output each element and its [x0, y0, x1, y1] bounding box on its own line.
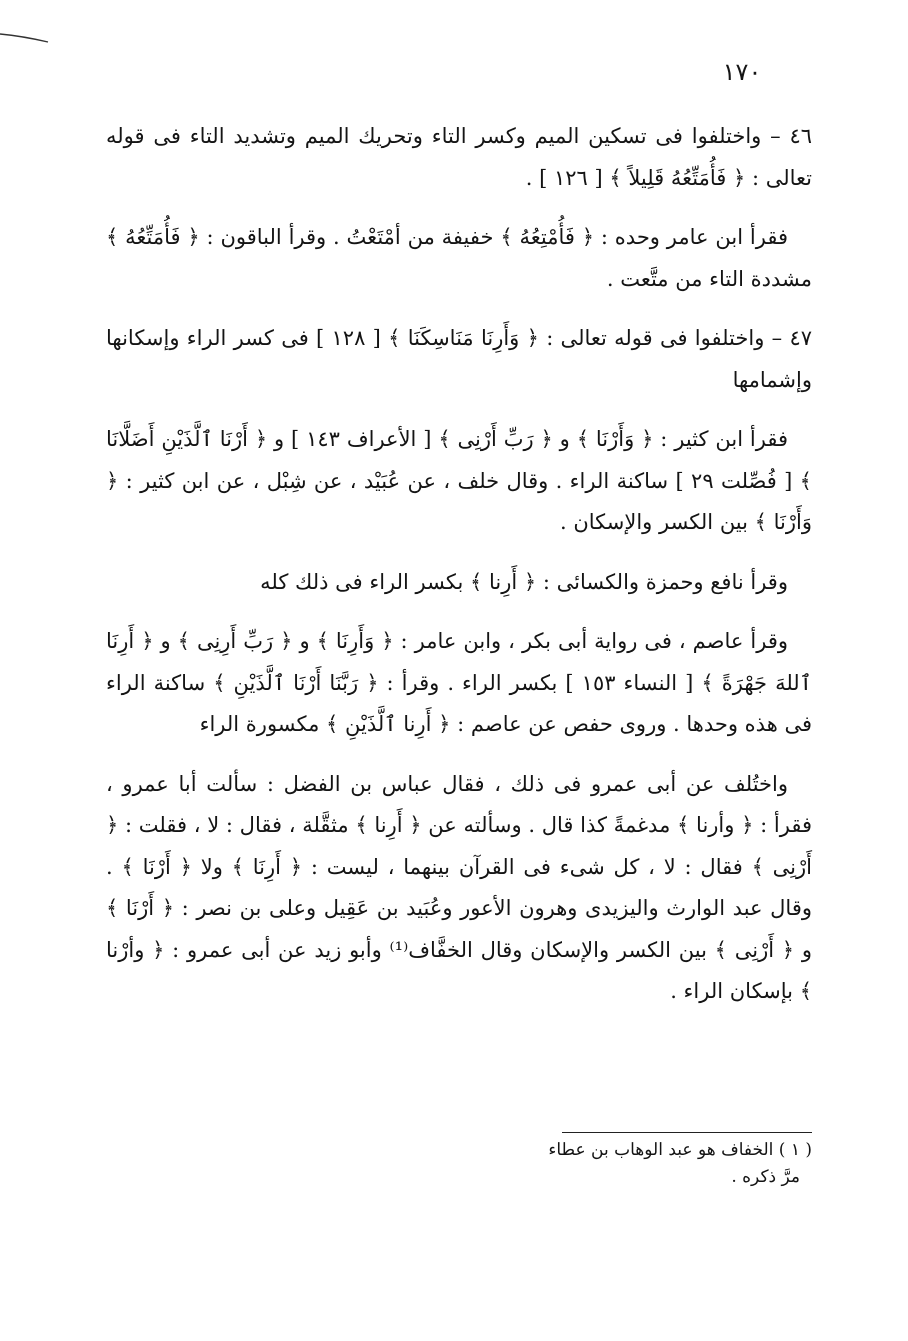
paragraph-ibn-kathir: فقرأ ابن كثير : ﴿ وَأَرْنَا ﴾ و ﴿ رَبِّ أَرْنِى ﴾ [ الأعراف ١٤٣ ] و ﴿ أَرْنَا ٱلَّذَيْنِ أَضَلَّانَا ﴾ [ فُصِّلت ٢٩ ] ساكنة الراء . وقال خلف ، عن عُبَيْد ، عن شِبْل ، عن ابن كثير : ﴿ وَأَرْنَا ﴾ بين الكسر والإسكان . — [106, 427, 812, 534]
paragraph-47-heading: ٤٧ – واختلفوا فى قوله تعالى : ﴿ وَأَرِنَا مَنَاسِكَنَا ﴾ [ ١٢٨ ] فى كسر الراء وإسكانها وإشمامها — [106, 326, 812, 392]
footnote — [540, 1137, 812, 1191]
page-number: ١٧٠ — [722, 58, 762, 86]
paragraph-46-reading: فقرأ ابن عامر وحده : ﴿ فَأُمْتِعُهُ ﴾ خفيفة من أمْتَعْتُ . وقرأ الباقون : ﴿ فَأُمَتِّعُهُ ﴾ مشددة التاء من متَّعت . — [106, 225, 812, 291]
scan-edge-mark — [0, 30, 50, 44]
footnote-line-1: ( ١ ) الخفاف هو عبد الوهاب بن عطاء — [548, 1140, 812, 1160]
main-text — [106, 116, 812, 1031]
paragraph-asim: وقرأ عاصم ، فى رواية أبى بكر ، وابن عامر : ﴿ وَأَرِنَا ﴾ و ﴿ رَبِّ أَرِنِى ﴾ و ﴿ أَرِنَا ٱللهَ جَهْرَةً ﴾ [ النساء ١٥٣ ] بكسر الراء . وقرأ : ﴿ رَبَّنَا أَرْنَا ٱلَّذَيْنِ ﴾ ساكنة الراء فى هذه وحدها . وروى حفص عن عاصم : ﴿ أَرِنا ٱلَّذَيْنِ ﴾ مكسورة الراء — [106, 629, 812, 736]
paragraph-nafi: وقرأ نافع وحمزة والكسائى : ﴿ أَرِنا ﴾ بكسر الراء فى ذلك كله — [260, 569, 788, 594]
paragraph-46-heading: ٤٦ – واختلفوا فى تسكين الميم وكسر التاء وتحريك الميم وتشديد التاء فى قوله تعالى : ﴿ فَأُمَتِّعُهُ قَلِيلاً ﴾ [ ١٢٦ ] . — [106, 124, 812, 190]
footnote-line-2: مرَّ ذكره . — [731, 1167, 800, 1187]
footnote-divider — [562, 1132, 812, 1133]
paragraph-abu-amr: واختُلف عن أبى عمرو فى ذلك ، فقال عباس بن الفضل : سألت أبا عمرو ، فقرأ : ﴿ وأرنا ﴾ مدغمةً كذا قال . وسألته عن ﴿ أَرِنا ﴾ مثقَّلة ، فقال : لا ، فقلت : ﴿ أَرْنِى ﴾ فقال : لا ، كل شىء فى القرآن بينهما ، ليست : ﴿ أَرِنَا ﴾ ولا ﴿ أَرْنَا ﴾ . وقال عبد الوارث واليزيدى وهرون الأعور وعُبَيد بن عَقِيل وعلى بن نصر : ﴿ أَرْنَا ﴾ و ﴿ أَرْنِى ﴾ بين الكسر والإسكان وقال الخفَّاف⁽¹⁾ وأبو زيد عن أبى عمرو : ﴿ وأرْنا ﴾ بإسكان الراء . — [106, 771, 812, 1003]
